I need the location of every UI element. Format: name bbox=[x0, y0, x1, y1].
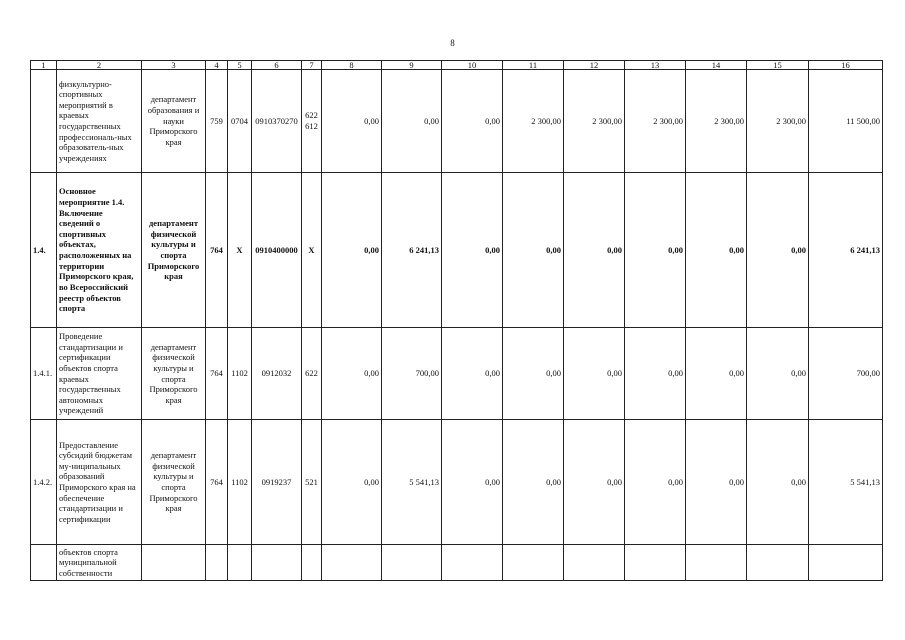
cell-7: 622 612 bbox=[302, 70, 322, 173]
measure-name: Предоставление субсидий бюджетам му-ниципальных образований Приморского края на обеспечение стандартизации и сертификации bbox=[57, 420, 142, 545]
cell-5: X bbox=[228, 173, 252, 328]
cell-7: 622 bbox=[302, 328, 322, 420]
row-number: 1.4. bbox=[31, 173, 57, 328]
department: департамент физической культуры и спорта Приморского края bbox=[142, 328, 206, 420]
header-cell: 11 bbox=[503, 61, 564, 70]
cell-9: 6 241,13 bbox=[382, 173, 442, 328]
cell-15: 0,00 bbox=[747, 173, 809, 328]
header-cell: 14 bbox=[686, 61, 747, 70]
cell-16: 6 241,13 bbox=[809, 173, 883, 328]
cell-16: 5 541,13 bbox=[809, 420, 883, 545]
cell-5: 1102 bbox=[228, 420, 252, 545]
cell-9: 5 541,13 bbox=[382, 420, 442, 545]
table-row bbox=[31, 173, 883, 328]
cell-9: 700,00 bbox=[382, 328, 442, 420]
cell-9 bbox=[382, 545, 442, 581]
cell-7: X bbox=[302, 173, 322, 328]
cell-16 bbox=[809, 545, 883, 581]
cell-9: 0,00 bbox=[382, 70, 442, 173]
cell-4: 764 bbox=[206, 328, 228, 420]
cell-15: 0,00 bbox=[747, 420, 809, 545]
cell-11: 0,00 bbox=[503, 328, 564, 420]
cell-11: 0,00 bbox=[503, 173, 564, 328]
cell-5 bbox=[228, 545, 252, 581]
measure-name: физкультурно-спортивных мероприятий в краевых государственных профессиональ-ных образователь-ных учреждениях bbox=[57, 70, 142, 173]
cell-13: 2 300,00 bbox=[625, 70, 686, 173]
department: департамент физической культуры и спорта Приморского края bbox=[142, 173, 206, 328]
cell-13 bbox=[625, 545, 686, 581]
cell-5: 0704 bbox=[228, 70, 252, 173]
cell-6: 0919237 bbox=[252, 420, 302, 545]
cell-14: 0,00 bbox=[686, 328, 747, 420]
row-number bbox=[31, 70, 57, 173]
cell-11 bbox=[503, 545, 564, 581]
table-row bbox=[31, 70, 883, 173]
cell-8: 0,00 bbox=[322, 420, 382, 545]
page-number: 8 bbox=[450, 38, 455, 48]
cell-5: 1102 bbox=[228, 328, 252, 420]
cell-6: 0910370270 bbox=[252, 70, 302, 173]
cell-16: 700,00 bbox=[809, 328, 883, 420]
department: департамент образования и науки Приморского края bbox=[142, 70, 206, 173]
cell-4: 764 bbox=[206, 173, 228, 328]
cell-6: 0912032 bbox=[252, 328, 302, 420]
cell-15: 2 300,00 bbox=[747, 70, 809, 173]
cell-8 bbox=[322, 545, 382, 581]
cell-13: 0,00 bbox=[625, 173, 686, 328]
cell-13: 0,00 bbox=[625, 420, 686, 545]
table-row bbox=[31, 328, 883, 420]
header-cell: 15 bbox=[747, 61, 809, 70]
cell-14: 0,00 bbox=[686, 420, 747, 545]
cell-8: 0,00 bbox=[322, 173, 382, 328]
header-cell: 5 bbox=[228, 61, 252, 70]
cell-6: 0910400000 bbox=[252, 173, 302, 328]
row-number bbox=[31, 545, 57, 581]
header-cell: 2 bbox=[57, 61, 142, 70]
cell-10: 0,00 bbox=[442, 328, 503, 420]
cell-15: 0,00 bbox=[747, 328, 809, 420]
cell-13: 0,00 bbox=[625, 328, 686, 420]
measure-name: Основное мероприятие 1.4. Включение сведений о спортивных объектах, расположенных на территории Приморского края, во Всероссийский реестр объектов спорта bbox=[57, 173, 142, 328]
row-number: 1.4.2. bbox=[31, 420, 57, 545]
header-cell: 12 bbox=[564, 61, 625, 70]
cell-14: 2 300,00 bbox=[686, 70, 747, 173]
cell-6 bbox=[252, 545, 302, 581]
cell-10: 0,00 bbox=[442, 173, 503, 328]
cell-4: 759 bbox=[206, 70, 228, 173]
header-cell: 4 bbox=[206, 61, 228, 70]
header-cell: 1 bbox=[31, 61, 57, 70]
table-row bbox=[31, 545, 883, 581]
cell-12: 0,00 bbox=[564, 328, 625, 420]
cell-11: 2 300,00 bbox=[503, 70, 564, 173]
header-cell: 3 bbox=[142, 61, 206, 70]
cell-14: 0,00 bbox=[686, 173, 747, 328]
cell-12: 2 300,00 bbox=[564, 70, 625, 173]
header-cell: 8 bbox=[322, 61, 382, 70]
cell-11: 0,00 bbox=[503, 420, 564, 545]
cell-14 bbox=[686, 545, 747, 581]
header-cell: 10 bbox=[442, 61, 503, 70]
cell-10: 0,00 bbox=[442, 70, 503, 173]
cell-4 bbox=[206, 545, 228, 581]
cell-12: 0,00 bbox=[564, 420, 625, 545]
cell-4: 764 bbox=[206, 420, 228, 545]
header-cell: 7 bbox=[302, 61, 322, 70]
cell-7: 521 bbox=[302, 420, 322, 545]
row-number: 1.4.1. bbox=[31, 328, 57, 420]
cell-12 bbox=[564, 545, 625, 581]
header-cell: 13 bbox=[625, 61, 686, 70]
cell-12: 0,00 bbox=[564, 173, 625, 328]
department bbox=[142, 545, 206, 581]
cell-16: 11 500,00 bbox=[809, 70, 883, 173]
header-cell: 6 bbox=[252, 61, 302, 70]
cell-8: 0,00 bbox=[322, 328, 382, 420]
cell-10 bbox=[442, 545, 503, 581]
department: департамент физической культуры и спорта Приморского края bbox=[142, 420, 206, 545]
cell-10: 0,00 bbox=[442, 420, 503, 545]
header-cell: 9 bbox=[382, 61, 442, 70]
measure-name: объектов спорта муниципальной собственности bbox=[57, 545, 142, 581]
header-cell: 16 bbox=[809, 61, 883, 70]
cell-15 bbox=[747, 545, 809, 581]
budget-table bbox=[30, 60, 883, 581]
table-row bbox=[31, 420, 883, 545]
header-row bbox=[31, 61, 883, 70]
cell-8: 0,00 bbox=[322, 70, 382, 173]
measure-name: Проведение стандартизации и сертификации объектов спорта краевых государственных автономных учреждений bbox=[57, 328, 142, 420]
cell-7 bbox=[302, 545, 322, 581]
